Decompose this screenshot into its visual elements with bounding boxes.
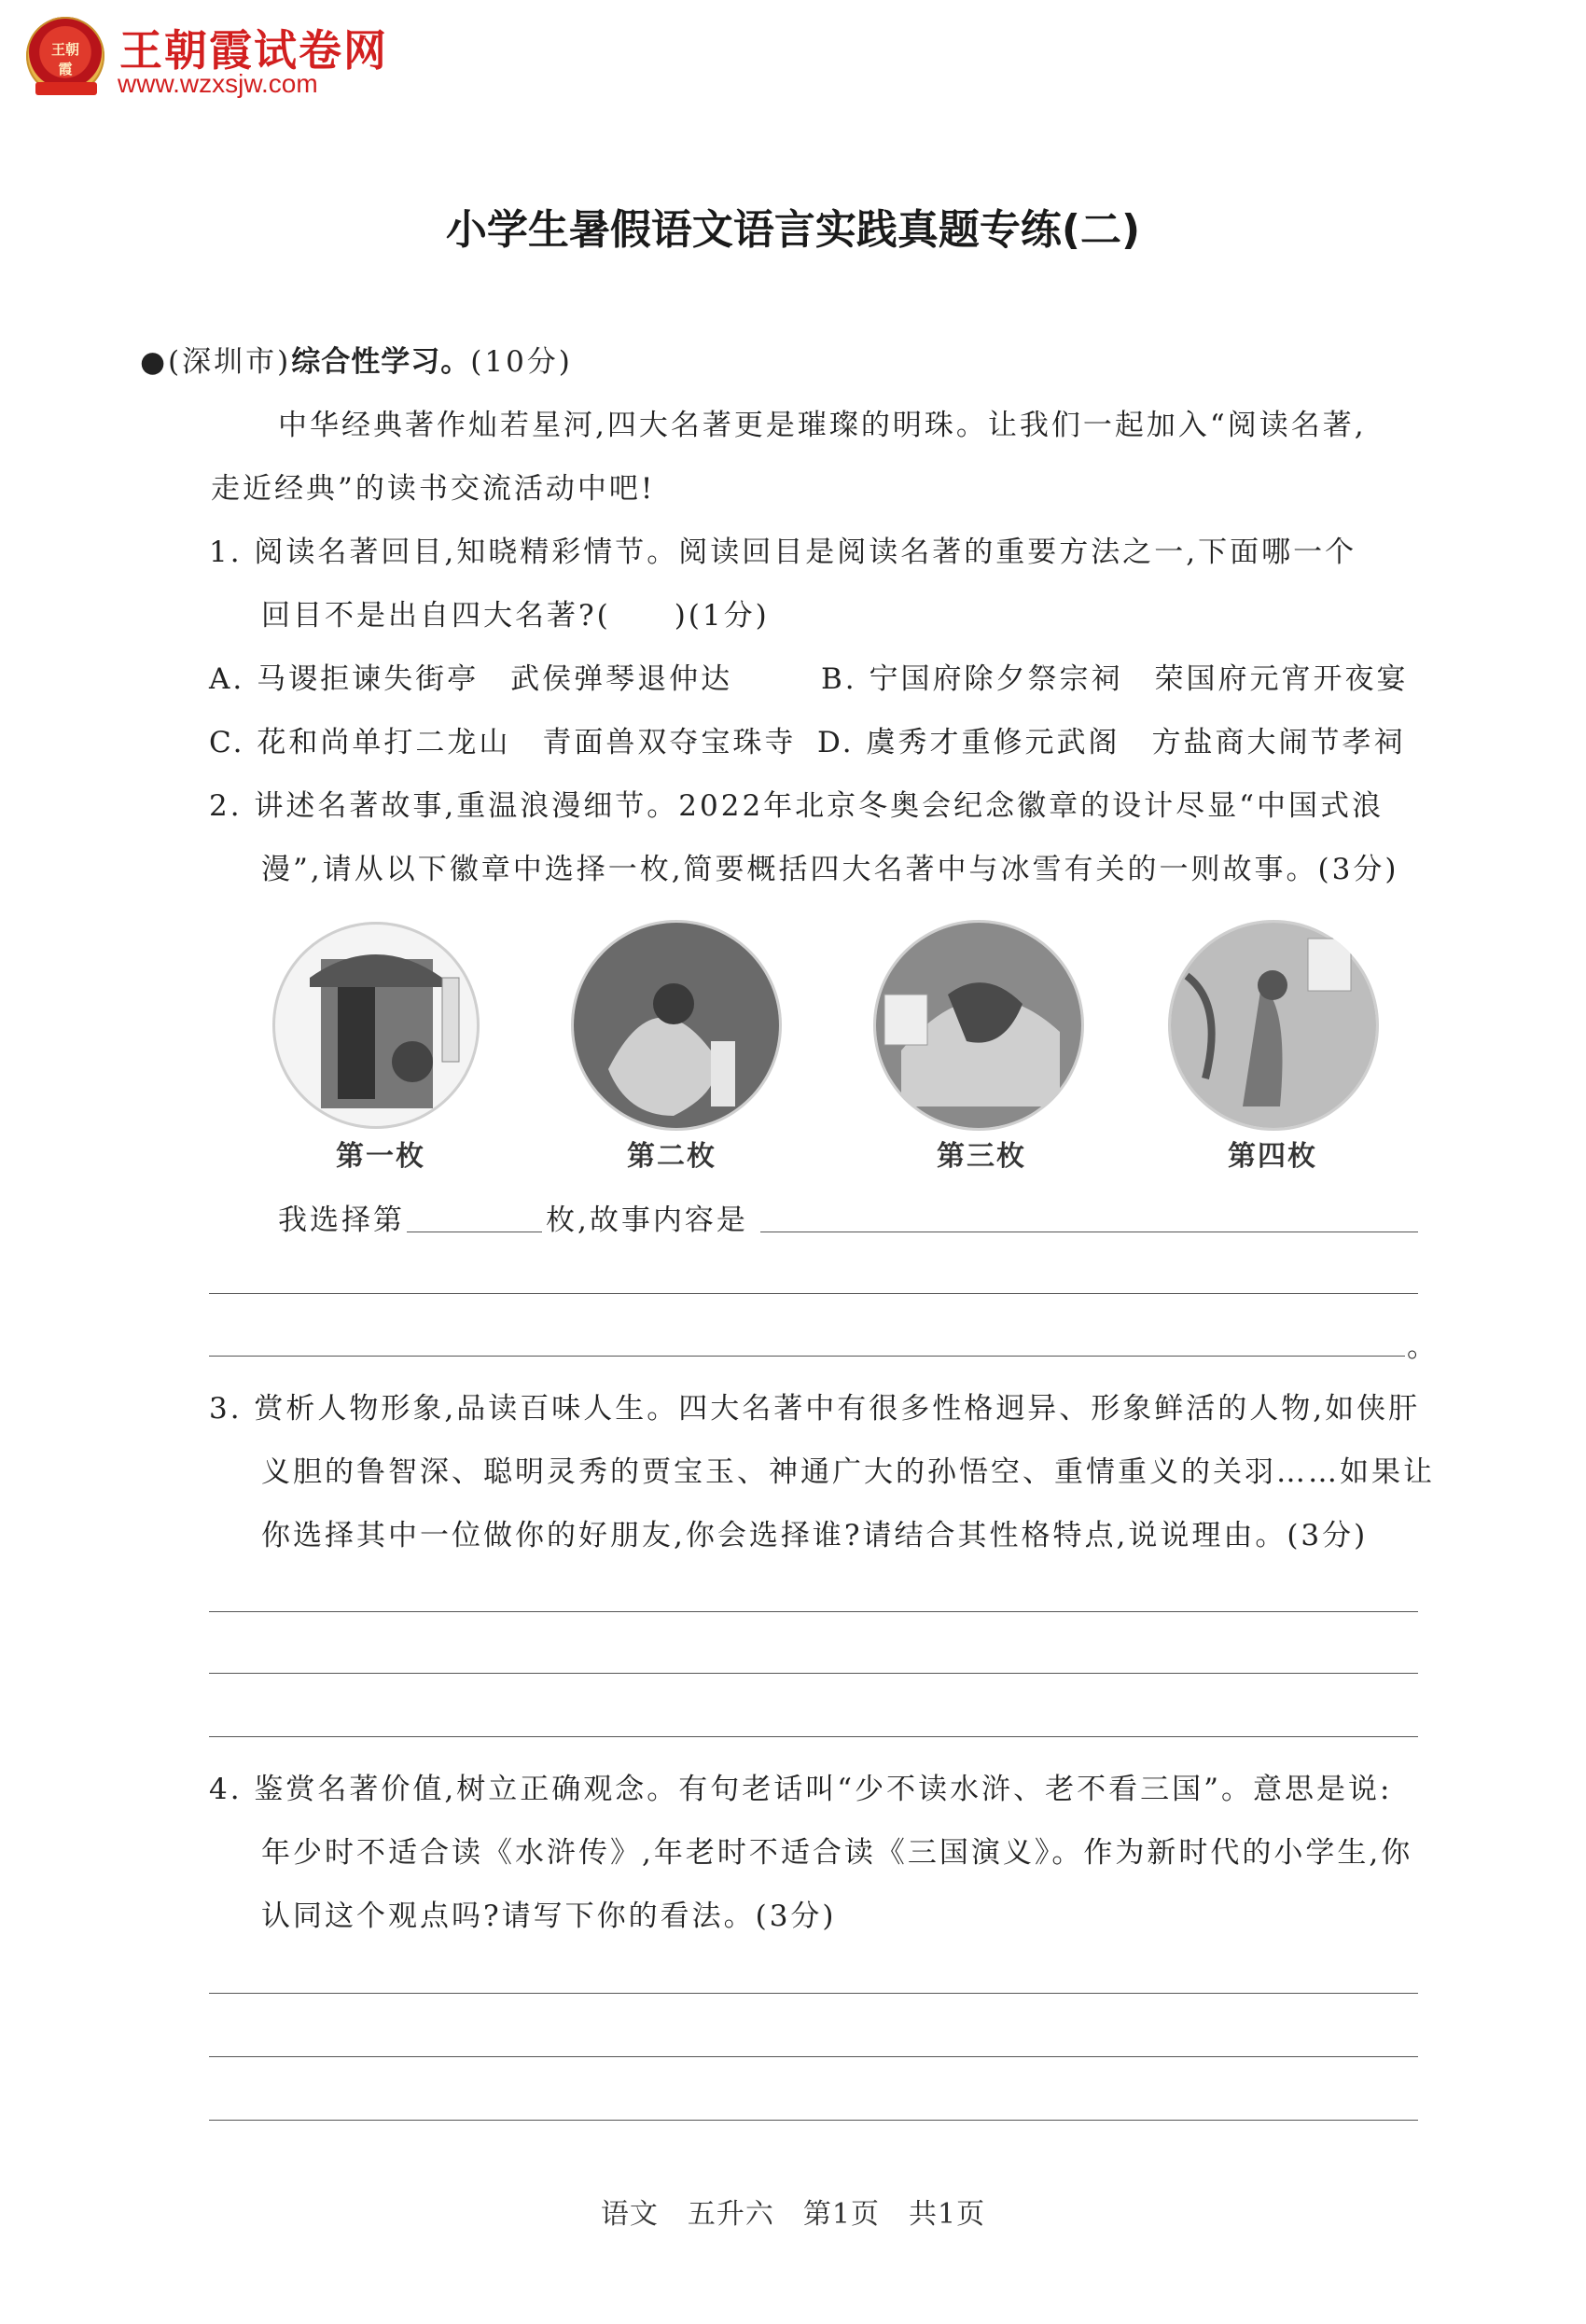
q2-answer-mid: 枚,故事内容是 [546, 1204, 748, 1237]
q3-answer-line-2[interactable] [209, 1673, 1418, 1674]
q4-line-1: 4. 鉴赏名著价值,树立正确观念。有句老话叫“少不读水浒、老不看三国”。意思是说: [209, 1773, 1393, 1806]
q1-line-1: 1. 阅读名著回目,知晓精彩情节。阅读回目是阅读名著的重要方法之一,下面哪一个 [209, 536, 1357, 569]
q1-option-d[interactable]: D. 虞秀才重修元武阁 方盐商大闹节孝祠 [817, 726, 1406, 759]
logo-ribbon-icon [35, 82, 97, 95]
q1-option-b[interactable]: B. 宁国府除夕祭宗祠 荣国府元宵开夜宴 [821, 662, 1409, 696]
q2-answer-line-2[interactable] [209, 1293, 1418, 1294]
q4-answer-line-1[interactable] [209, 1993, 1418, 1994]
q3-answer-line-3[interactable] [209, 1736, 1418, 1737]
section-name: 综合性学习。 [291, 345, 471, 379]
medal-2-caption: 第二枚 [627, 1140, 716, 1173]
q4-line-2: 年少时不适合读《水浒传》,年老时不适合读《三国演义》。作为新时代的小学生,你 [261, 1836, 1413, 1870]
brand-url: www.wzxsjw.com [118, 69, 318, 98]
q3-answer-line-1[interactable] [209, 1611, 1418, 1612]
logo-emblem-text: 王朝霞 [50, 41, 79, 77]
q2-answer-prefix: 我选择第 [278, 1204, 405, 1237]
q3-line-1: 3. 赏析人物形象,品读百味人生。四大名著中有很多性格迥异、形象鲜活的人物,如侠肝 [209, 1392, 1421, 1426]
section-heading [140, 338, 573, 380]
q1-line-2: 回目不是出自四大名著?( )(1分) [261, 599, 770, 633]
q3-line-3: 你选择其中一位做你的好朋友,你会选择谁?请结合其性格特点,说说理由。(3分) [261, 1519, 1369, 1552]
medal-1-caption: 第一枚 [336, 1140, 425, 1173]
q4-line-3: 认同这个观点吗?请写下你的看法。(3分) [261, 1900, 837, 1933]
intro-line-2: 走近经典”的读书交流活动中吧! [211, 472, 656, 506]
site-logo [26, 17, 418, 101]
q4-answer-line-2[interactable] [209, 2056, 1418, 2057]
medal-3-image [873, 920, 1084, 1131]
page-footer: 语文 五升六 第1页 共1页 [600, 2198, 986, 2231]
q1-option-c[interactable]: C. 花和尚单打二龙山 青面兽双夺宝珠寺 [209, 726, 797, 759]
q4-answer-line-3[interactable] [209, 2120, 1418, 2121]
intro-line-1: 中华经典著作灿若星河,四大名著更是璀璨的明珠。让我们一起加入“阅读名著, [278, 409, 1367, 442]
q2-end-mark: 。 [1407, 1330, 1439, 1364]
section-score: (10分) [470, 345, 573, 379]
medal-4-image [1168, 920, 1379, 1131]
q1-option-a[interactable]: A. 马谡拒谏失街亭 武侯弹琴退仲达 [209, 662, 733, 696]
page-title: 小学生暑假语文语言实践真题专练(二) [445, 206, 1141, 254]
medal-3-caption: 第三枚 [937, 1140, 1026, 1173]
medal-2-image [571, 920, 782, 1131]
q3-line-2: 义胆的鲁智深、聪明灵秀的贾宝玉、神通广大的孙悟空、重情重义的关羽……如果让 [261, 1455, 1435, 1489]
section-prefix: ●(深圳市) [140, 345, 292, 379]
medal-1-image [272, 922, 480, 1129]
medal-4-caption: 第四枚 [1228, 1140, 1317, 1173]
brand-name: 王朝霞试卷网 [119, 25, 388, 76]
q2-line-1: 2. 讲述名著故事,重温浪漫细节。2022年北京冬奥会纪念徽章的设计尽显“中国式浪 [209, 789, 1384, 823]
q2-answer-line-3[interactable] [209, 1356, 1405, 1357]
q2-line-2: 漫”,请从以下徽章中选择一枚,简要概括四大名著中与冰雪有关的一则故事。(3分) [261, 853, 1399, 886]
